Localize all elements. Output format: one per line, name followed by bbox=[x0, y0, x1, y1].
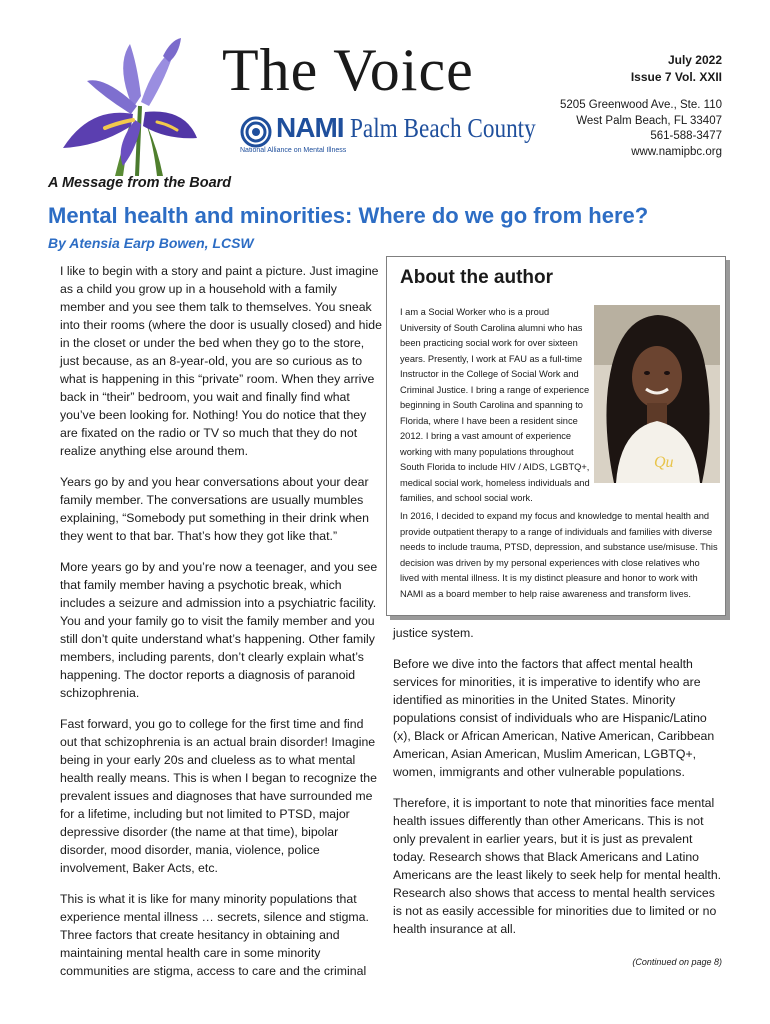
article-paragraph: Years go by and you hear conversations about your dear family member. The conversations are usually mumbles explaining, “Somebody put something in their drink when they went to that bar. That’s how they got like that.” bbox=[60, 475, 369, 543]
iris-flower-icon bbox=[45, 36, 205, 176]
nami-wordmark: NAMI bbox=[276, 112, 344, 143]
issue-number: Issue 7 Vol. XXII bbox=[630, 70, 722, 84]
issue-date: July 2022 bbox=[667, 53, 722, 67]
article-paragraph: Before we dive into the factors that affect mental health services for minorities, it is imperative to identify who are identified as minorities in the United States. Minority populations consist of individuals who are Hispanic/Latino (x), Black or African American, Native American, Caribbean American, Asian American, Muslim American, LGBTQ+, women, immigrants and other vulnerable populations. bbox=[393, 657, 715, 779]
article-right-column bbox=[393, 624, 723, 951]
section-label: A Message from the Board bbox=[48, 175, 232, 191]
newsletter-title: The Voice bbox=[222, 37, 474, 103]
author-bio-part2: In 2016, I decided to expand my focus and knowledge to mental health and provide outpatient therapy to a range of individuals and families with diverse needs to include trauma, PTSD, depression, and substance use/misuse. This decision was driven by my personal experiences with close relatives who lived with mental illness. It is my distinct pleasure and honor to work with NAMI as a board member to help raise awareness and transform lives. bbox=[400, 511, 718, 599]
article-paragraph: More years go by and you’re now a teenager, and you see that family member having a psychotic break, which includes a seizure and admission into a psychiatric facility. You and your family go to visit the family member and you still don’t quite understand what’s happening. Other family members, including parents, don’t clearly explain what’s happening. The doctor reports a diagnosis of paranoid schizophrenia. bbox=[60, 560, 378, 700]
continued-note[interactable]: (Continued on page 8) bbox=[632, 957, 722, 967]
article-paragraph: Therefore, it is important to note that minorities face mental health issues differently than other Americans. This is not only prevalent in earlier years, but it is just as prevalent today. Research shows that Black Americans and Latino Americans are the least likely to seek help for mental health. Research also shows that access to mental health services is not as easily accessible for minorities due to limited or no health insurance at all. bbox=[393, 796, 722, 936]
article-paragraph: I like to begin with a story and paint a picture. Just imagine as a child you grow up in a household with a family member and you see them talk to themselves. You sneak into their rooms (where the door is usually closed) and hide in the closet or under the bed when they go to the store, just because, as an 8-year-old, you are so curious as to what is happening in this “private” room. When they arrive back in “their” bedroom, you wait and finally find what you’ve been looking for. Nothing! You do notice that they are fixated on the radio or TV so much that they do not realize anything else around them. bbox=[60, 264, 382, 458]
nami-tagline: National Alliance on Mental Illness bbox=[240, 147, 347, 154]
phone-number: 561-588-3477 bbox=[650, 130, 722, 142]
about-author-heading: About the author bbox=[400, 267, 554, 288]
article-byline: By Atensia Earp Bowen, LCSW bbox=[48, 235, 254, 251]
article-paragraph: Fast forward, you go to college for the first time and find out that schizophrenia is an actual brain disorder! Imagine being in your early 20s and clueless as to what mental health really means. This is when I began to recognize the prevalent issues and diagnoses that have surrounded me for a lifetime, including but not limited to PTSD, major depressive disorder (the name at that time), bipolar disorder, mood disorder, mania, violence, police involvement, Baker Acts, etc. bbox=[60, 717, 377, 875]
address-line2: West Palm Beach, FL 33407 bbox=[576, 114, 722, 127]
about-author-box bbox=[386, 256, 726, 616]
author-portrait-photo bbox=[594, 305, 720, 483]
contact-block bbox=[560, 98, 722, 160]
issue-info bbox=[631, 52, 722, 86]
address-line1: 5205 Greenwood Ave., Ste. 110 bbox=[560, 99, 722, 111]
article-paragraph: This is what it is like for many minority populations that experience mental illness … secrets, silence and stigma. Three factors that create hesitancy in obtaining and maintaining mental health care in some minority communities are stigma, access to care and the criminal bbox=[60, 892, 369, 978]
nami-logo bbox=[240, 112, 536, 158]
nami-swirl-icon bbox=[240, 116, 274, 148]
website-link[interactable]: www.namipbc.org bbox=[631, 145, 722, 158]
author-bio-part1: I am a Social Worker who is a proud University of South Carolina alumni who has been practicing social work for over sixteen years. Presently, I work at FAU as a full-time Instructor in the College of Social Work and Criminal Justice. I bring a range of experience beginning in South Carolina and spanning to Florida, where I have been a resident since 2012. I bring a vast amount of experience working with many populations throughout South Florida to include HIV / AIDS, LGBTQ+, medical social work, homeless individuals and families, and school social work. bbox=[400, 307, 590, 503]
svg-text:Qu: Qu bbox=[654, 454, 674, 471]
nami-county: Palm Beach County bbox=[350, 113, 536, 143]
article-left-column bbox=[60, 262, 382, 993]
article-headline: Mental health and minorities: Where do we go from here? bbox=[48, 203, 649, 228]
article-paragraph: justice system. bbox=[393, 626, 474, 640]
